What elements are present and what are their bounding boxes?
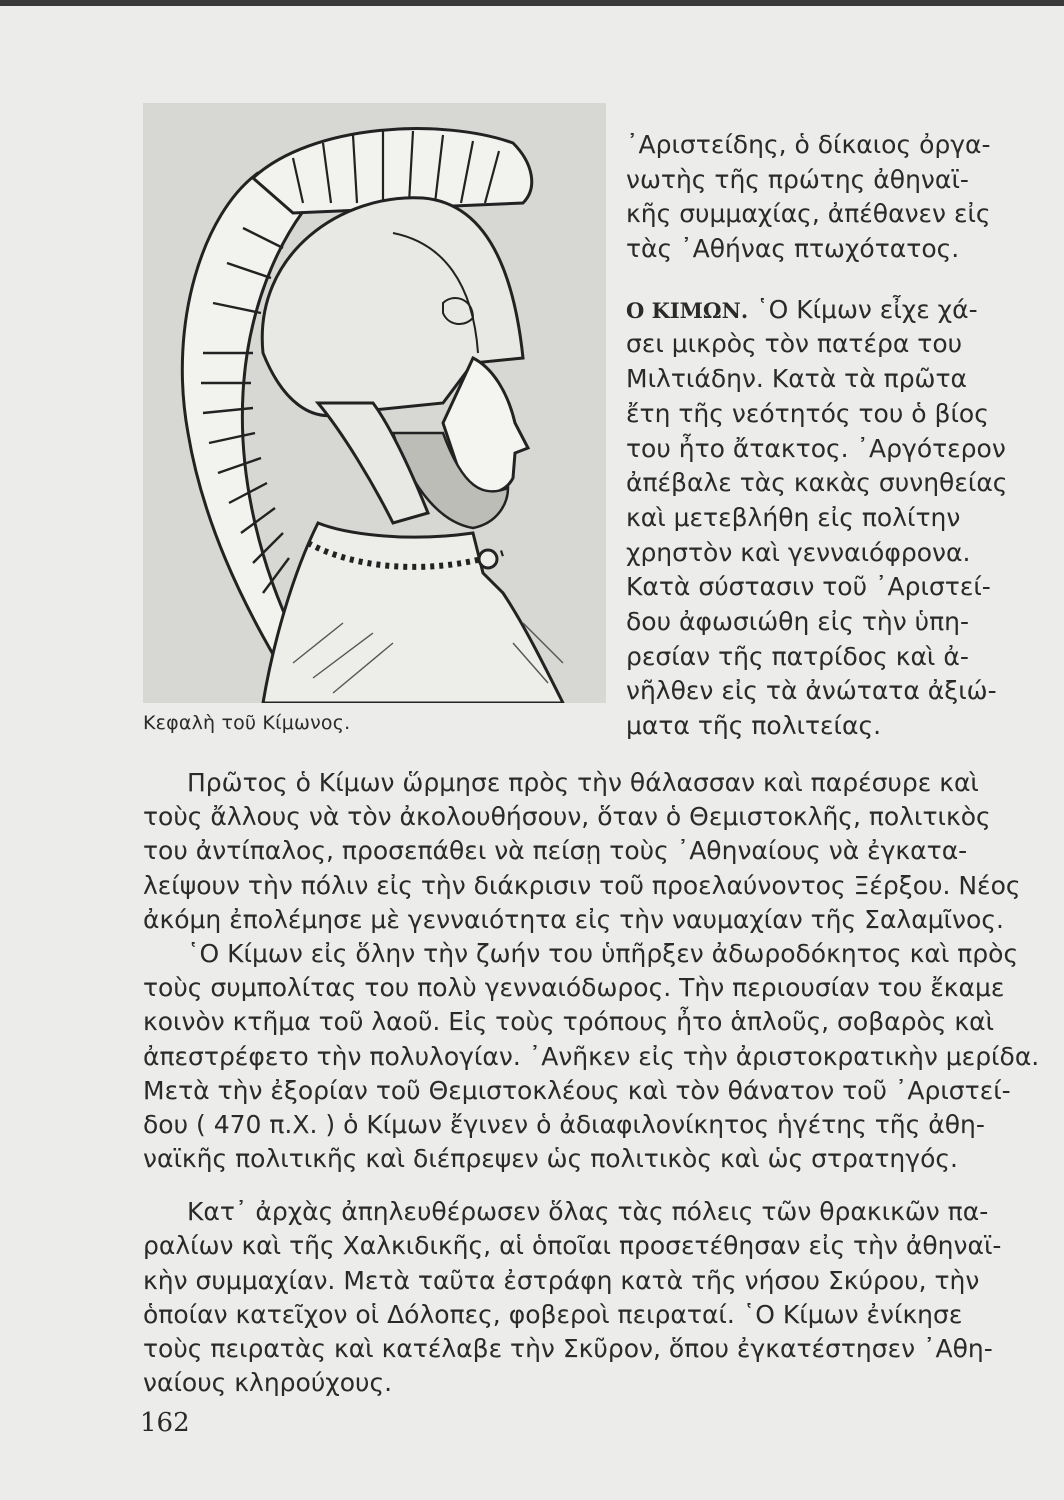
side-line: ἔτη τῆς νεότητός του ὁ βίος xyxy=(626,398,989,428)
body-line: τοὺς πειρατὰς καὶ κατέλαβε τὴν Σκῦρον, ὅπου ἐγκατέστησεν ᾿Αθη- xyxy=(143,1334,993,1363)
body-line: τοὺς ἄλλους νὰ τὸν ἀκολουθήσουν, ὅταν ὁ Θεμιστοκλῆς, πολιτικὸς xyxy=(143,802,991,832)
side-line: ἀπέβαλε τὰς κακὰς συνηθείας xyxy=(626,468,1008,498)
side-line: του ἦτο ἄτακτος. ᾿Αργότερον xyxy=(626,433,1006,463)
intro-line: νωτὴς τῆς πρώτης ἀθηναϊ- xyxy=(626,164,969,194)
kimon-portrait-figure xyxy=(143,103,606,703)
body-line: λείψουν τὴν πόλιν εἰς τὴν διάκρισιν τοῦ προελαύνοντος Ξέρξου. Νέος xyxy=(143,870,1021,900)
side-line: ματα τῆς πολιτείας. xyxy=(626,711,882,740)
intro-line: ᾿Αριστείδης, ὁ δίκαιος ὀργα- xyxy=(626,130,991,159)
body-line: τοὺς συμπολίτας του πολὺ γενναιόδωρος. Τὴν περιουσίαν του ἔκαμε xyxy=(143,973,1005,1003)
body-line: ἀκόμη ἐπολέμησε μὲ γενναιότητα εἰς τὴν ναυμαχίαν τῆς Σαλαμῖνος. xyxy=(143,904,1004,934)
side-line: νῆλθεν εἰς τὰ ἀνώτατα ἀξιώ- xyxy=(626,676,997,706)
figure-caption: Κεφαλὴ τοῦ Κίμωνος. xyxy=(143,712,351,734)
side-line: χρηστὸν καὶ γενναιόφρονα. xyxy=(626,537,971,567)
body-line: ναϊκῆς πολιτικῆς καὶ διέπρεψεν ὡς πολιτικὸς καὶ ὡς στρατηγός. xyxy=(143,1144,958,1174)
intro-line: τὰς ᾿Αθήνας πτωχότατος. xyxy=(626,234,960,264)
body-line: κὴν συμμαχίαν. Μετὰ ταῦτα ἐστράφη κατὰ τῆς νήσου Σκύρου, τὴν xyxy=(143,1265,980,1295)
page-number: 162 xyxy=(140,1408,190,1438)
body-line: ναίους κληρούχους. xyxy=(143,1368,393,1398)
body-line: ραλίων καὶ τῆς Χαλκιδικῆς, αἱ ὁποῖαι προσετέθησαν εἰς τὴν ἀθηναϊ- xyxy=(143,1231,1002,1261)
side-line: ρεσίαν τῆς πατρίδος καὶ ἀ- xyxy=(626,641,969,671)
body-line: Κατ᾿ ἀρχὰς ἀπηλευθέρωσεν ὅλας τὰς πόλεις τῶν θρακικῶν πα- xyxy=(187,1197,989,1227)
section-heading-line xyxy=(626,293,976,328)
side-line: δου ἀφωσιώθη εἰς τὴν ὑπη- xyxy=(626,606,970,636)
body-line: κοινὸν κτῆμα τοῦ λαοῦ. Εἰς τοὺς τρόπους ἦτο ἁπλοῦς, σοβαρὸς καὶ xyxy=(143,1007,995,1037)
side-line: καὶ μετεβλήθη εἰς πολίτην xyxy=(626,502,961,532)
body-line: του ἀντίπαλος, προσεπάθει νὰ πείσῃ τοὺς ᾿Αθηναίους νὰ ἐγκατα- xyxy=(143,836,968,866)
body-line: ὁποίαν κατεῖχον οἱ Δόλοπες, φοβεροὶ πειραταί. ῾Ο Κίμων ἐνίκησε xyxy=(143,1299,963,1329)
section-heading: Ο ΚΙΜΩΝ. xyxy=(626,297,749,323)
body-line: ἀπεστρέφετο τὴν πολυλογίαν. ᾿Ανῆκεν εἰς τὴν ἀριστοκρατικὴν μερίδα. xyxy=(143,1041,1040,1071)
side-line: σει μικρὸς τὸν πατέρα του xyxy=(626,329,963,359)
body-line: δου ( 470 π.Χ. ) ὁ Κίμων ἔγινεν ὁ ἀδιαφιλονίκητος ἡγέτης τῆς ἀθη- xyxy=(143,1109,985,1139)
side-line: Κατὰ σύστασιν τοῦ ᾿Αριστεί- xyxy=(626,572,991,602)
scan-edge xyxy=(0,0,1064,6)
side-line: Μιλτιάδην. Κατὰ τὰ πρῶτα xyxy=(626,364,968,394)
body-text xyxy=(143,766,1040,1400)
body-line: ῾Ο Κίμων εἰς ὅλην τὴν ζωήν του ὑπῆρξεν ἀδωροδόκητος καὶ πρὸς xyxy=(187,938,1019,968)
body-line: Μετὰ τὴν ἐξορίαν τοῦ Θεμιστοκλέους καὶ τὸν θάνατον τοῦ ᾿Αριστεί- xyxy=(143,1075,1011,1105)
helmeted-head-illustration xyxy=(143,103,606,703)
side-column xyxy=(626,128,1008,744)
body-line: Πρῶτος ὁ Κίμων ὥρμησε πρὸς τὴν θάλασσαν καὶ παρέσυρε καὶ xyxy=(187,768,979,797)
section-heading-rest: ῾Ο Κίμων εἶχε χά- xyxy=(748,294,978,324)
intro-line: κῆς συμμαχίας, ἀπέθανεν εἰς xyxy=(626,199,991,229)
